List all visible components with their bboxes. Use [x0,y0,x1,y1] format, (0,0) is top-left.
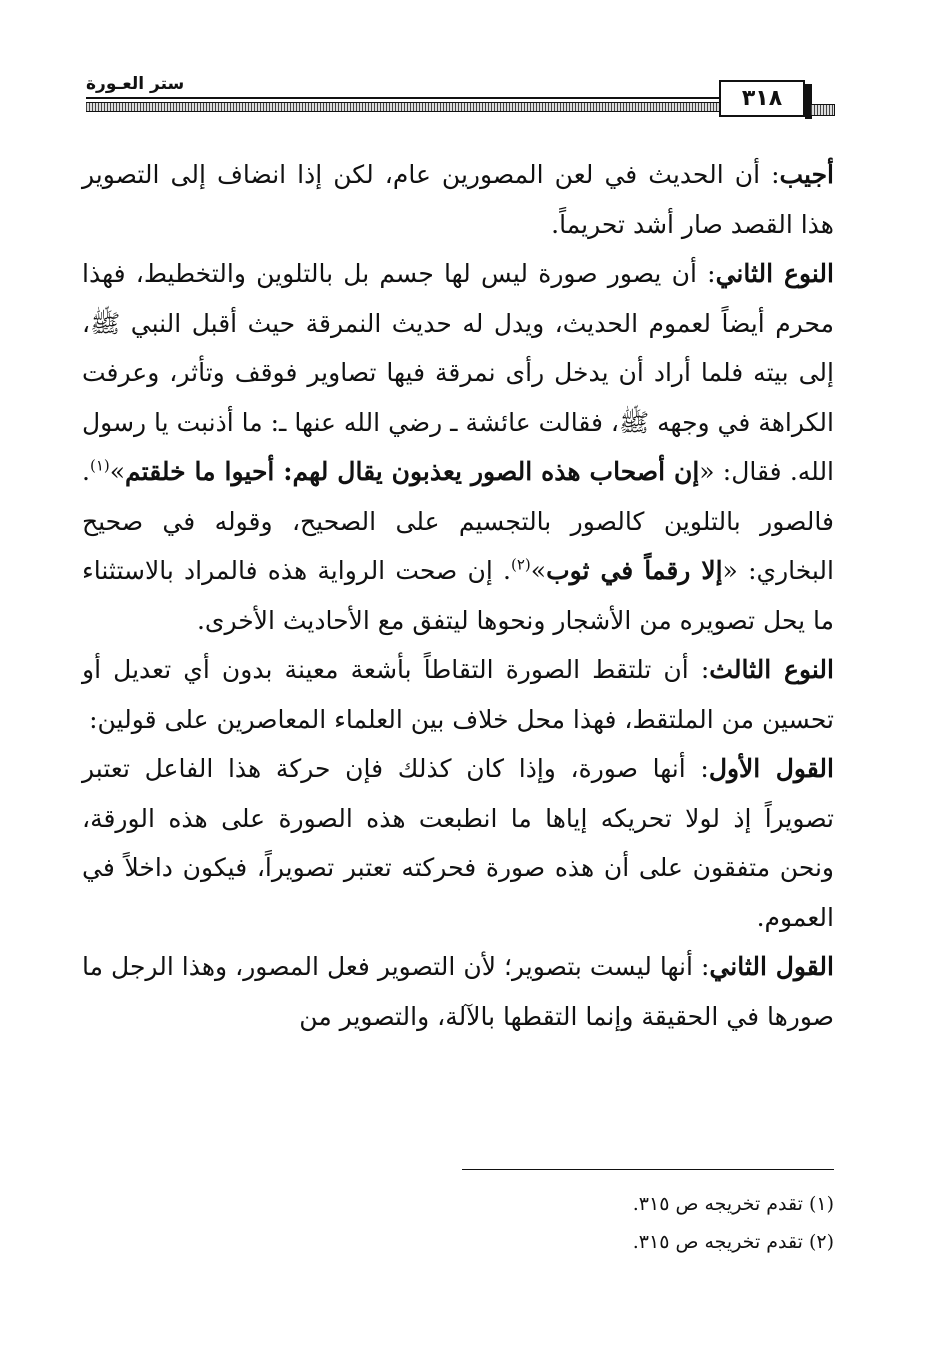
footnote: (٢) تقدم تخريجه ص ٣١٥. [632,1231,834,1253]
paragraph-lead: القول الثاني [709,952,834,981]
paragraph [82,150,834,249]
paragraph-text: . إن صحت الرواية هذه فالمراد بالاستثناء ما يحل تصويره من الأشجار ونحوها ليتفق مع الأحاديث الأخرى. [82,556,834,635]
hadith-quote: إلا رقماً في ثوب [546,556,723,585]
footnote-ref: (١) [89,456,110,475]
footnote: (١) تقدم تخريجه ص ٣١٥. [632,1193,834,1215]
main-text [82,150,834,1041]
footnote-rule [462,1169,834,1170]
paragraph-lead: النوع الثاني [715,259,834,288]
quote-close: » [109,457,126,486]
paragraph-text: : أن يصور صورة ليس لها جسم بل بالتلوين والتخطيط، فهذا محرم أيضاً لعموم الحديث، ويدل له حديث النمرقة حيث أقبل النبي ﷺ، إلى بيته فلما أراد أن يدخل رأى نمرقة فيها تصاوير فوقف وتأثر، وعرفت الكراهة في وجهه ﷺ، فقالت عائشة ـ رضي الله عنها ـ: ما أذنبت يا رسول الله. فقال: « [82,259,835,486]
page-number-box [719,80,805,117]
footnote-ref: (٢) [511,555,531,574]
quote-close: » [530,556,547,585]
paragraph-text: : أن تلتقط الصورة التقاطاً بأشعة معينة بدون أي تعديل أو تحسين من الملتقط، فهذا محل خلاف بين العلماء المعاصرين على قولين: [82,655,834,734]
paragraph [82,645,834,744]
paragraph [82,942,834,1041]
header-hatch-band [86,102,726,112]
header-hatch-end [810,104,835,116]
paragraph-lead: النوع الثالث [709,655,834,684]
paragraph-text: : أنها ليست بتصوير؛ لأن التصوير فعل المصور، وهذا الرجل ما صورها في الحقيقة وإنما التقطها بالآلة، والتصوير من [82,952,834,1031]
paragraph-lead: أجيب [779,160,834,189]
page-header [86,62,833,124]
paragraph-text: : أنها صورة، وإذا كان كذلك فإن حركة هذا الفاعل تعتبر تصويراً إذ لولا تحريكه إياها ما انطبعت هذه الصورة على هذه الورقة، ونحن متفقون على أن هذه صورة فحركته تعتبر تصويراً، فيكون داخلاً في العموم. [82,754,834,932]
header-rule [86,97,726,99]
paragraph-text: : أن الحديث في لعن المصورين عام، لكن إذا انضاف إلى التصوير هذا القصد صار أشد تحريماً. [82,160,834,239]
paragraph [82,249,834,645]
running-title: ستر العـورة [86,74,185,94]
page-number: ٣١٨ [741,86,783,111]
paragraph-lead: القول الأول [708,754,834,783]
paragraph [82,744,834,942]
paragraph-text: . فالصور بالتلوين كالصور بالتجسيم على الصحيح، وقوله في صحيح البخاري: « [82,457,834,585]
footnotes [520,1185,834,1261]
hadith-quote: إن أصحاب هذه الصور يعذبون يقال لهم: أحيوا ما خلقتم [125,457,700,486]
